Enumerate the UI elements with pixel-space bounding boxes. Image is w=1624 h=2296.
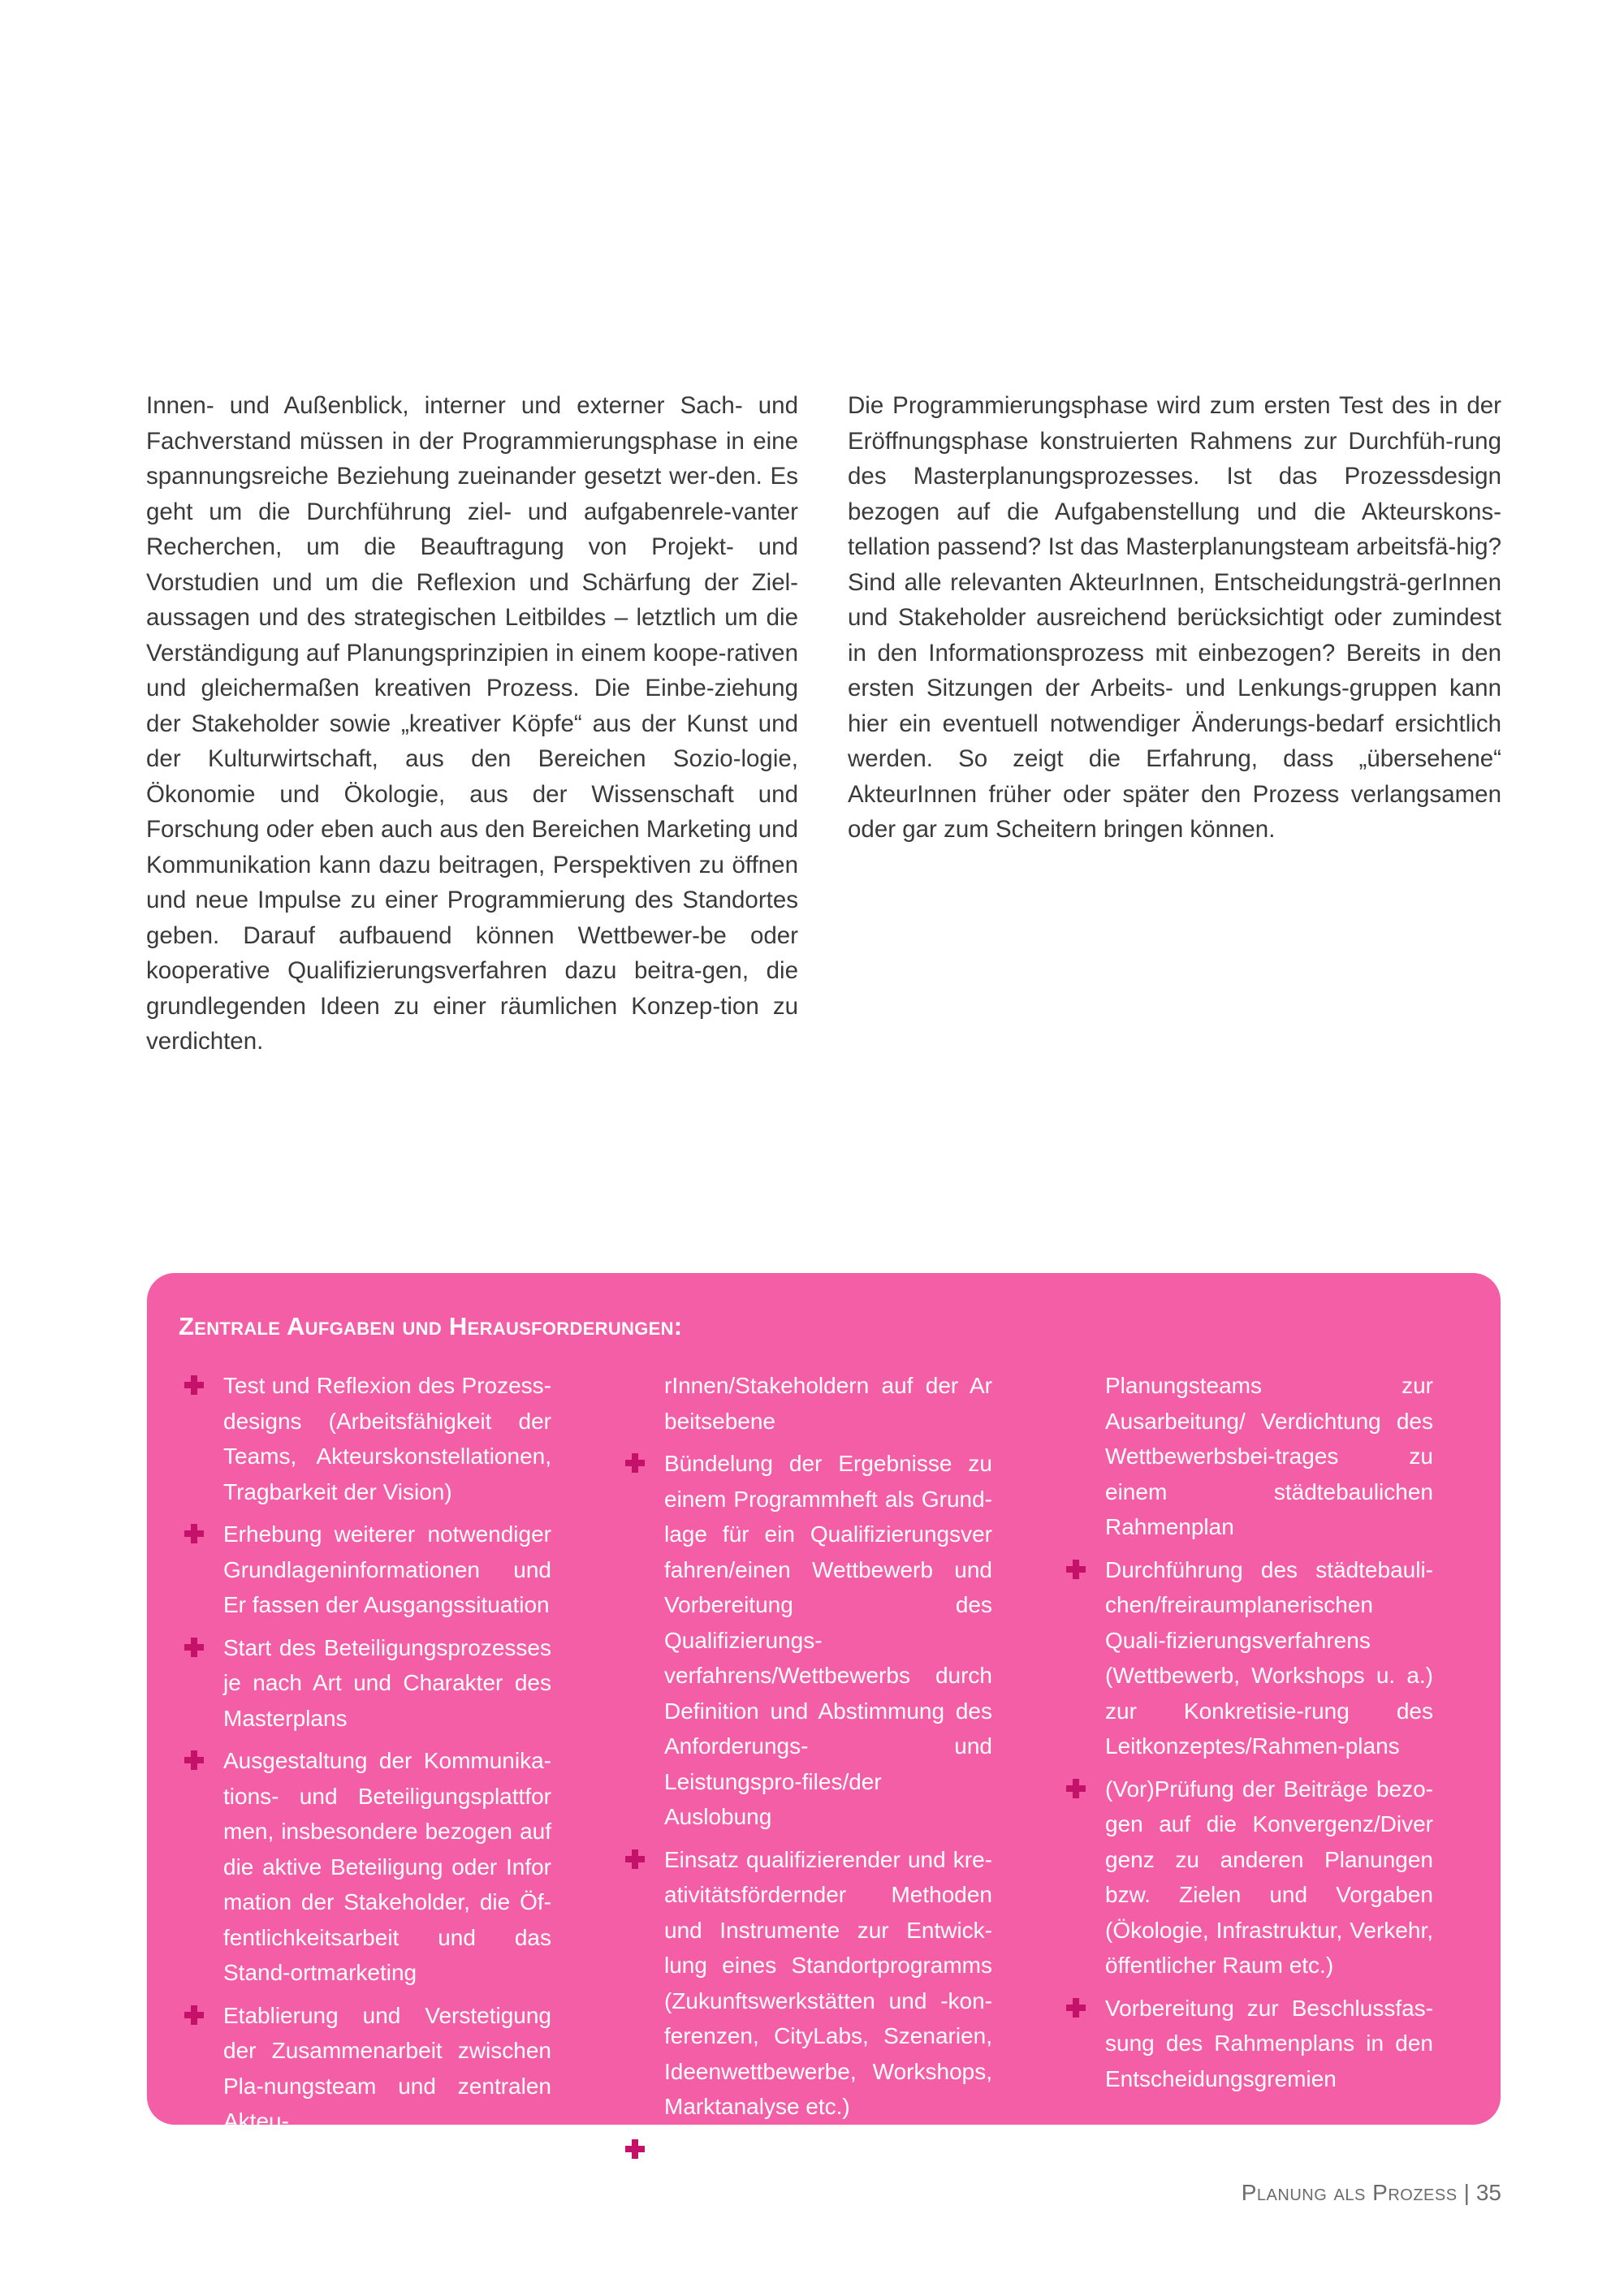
page-number: 35 <box>1475 2180 1501 2205</box>
plus-icon <box>625 1849 645 1869</box>
list-item-text: (Vor)Prüfung der Beiträge bezo-gen auf die Konvergenz/Diver genz zu anderen Planungen bzw. Zielen und Vorgaben (Ökologie, Infrastruktur, Verkehr, öffentlicher Raum etc.) <box>1105 1776 1433 1978</box>
list-item-text: Durchführung des städtebauli-chen/freiraumplanerischen Quali-fizierungsverfahrens (Wettbewerb, Workshops u. a.) zur Konkretisie-rung des Leitkonzeptes/Rahmen-plans <box>1105 1556 1433 1759</box>
list-item-text: Vorbereitung zur Beschlussfas-sung des Rahmenplans in den Entscheidungsgremien <box>1105 1995 1433 2091</box>
list-item-text: Auswahl eines Entwurfes/eines <box>664 2136 979 2162</box>
key-tasks-column-3 <box>1105 1368 1433 2104</box>
list-item <box>664 1446 992 1835</box>
list-item <box>1105 1552 1433 1764</box>
list-item-text: Etablierung und Verstetigung der Zusammenarbeit zwischen Pla-nungsteam und zentralen Akteu- <box>223 2002 551 2134</box>
key-tasks-column-2 <box>664 1368 992 2174</box>
plus-icon <box>1066 1779 1086 1798</box>
list-item-text: Start des Beteiligungsprozesses je nach Art und Charakter des Masterplans <box>223 1634 551 1731</box>
plus-icon <box>184 2005 204 2025</box>
list-item-text: Einsatz qualifizierender und kre-ativitätsfördernder Methoden und Instrumente zur Entwick-lung eines Standortprogramms (Zukunftswerkstätten und -kon-ferenzen, CityLabs, Szenarien, Ideenwettbewerbe, Workshops, Marktanalyse etc.) <box>664 1846 992 2119</box>
plus-icon <box>1066 1560 1086 1579</box>
plus-icon <box>184 1375 204 1395</box>
plus-icon <box>184 1638 204 1657</box>
list-item-continuation: rInnen/Stakeholdern auf der Ar beitsebene <box>664 1373 992 1434</box>
body-paragraph-right: Die Programmierungsphase wird zum ersten Test des in der Eröffnungsphase konstruierten Rahmens zur Durchfüh-rung des Masterplanungsprozesses. Ist das Prozessdesign bezogen auf die Aufgabenstellung und die Akteurskons-tellation passend? Ist das Masterplanungsteam arbeitsfä-hig? Sind alle relevanten AkteurInnen, Entscheidungsträ-gerInnen und Stakeholder ausreichend berücksichtigt oder zumindest in den Informationsprozess mit einbezogen? Bereits in den ersten Sitzungen der Arbeits- und Lenkungs-gruppen kann hier ein eventuell notwendiger Änderungs-bedarf ersichtlich werden. So zeigt die Erfahrung, dass „übersehene“ AkteurInnen früher oder später den Prozess verlangsamen oder gar zum Scheitern bringen können. <box>848 392 1501 843</box>
plus-icon <box>625 2139 645 2159</box>
plus-icon <box>184 1524 204 1543</box>
list-item <box>664 2132 992 2168</box>
list-item-text: Ausgestaltung der Kommunika-tions- und Beteiligungsplattfor men, insbesondere bezogen auf die aktive Beteiligung oder Infor mation der Stakeholder, die Öf-fentlichkeitsarbeit und das Stand-ortmarketing <box>223 1748 551 1985</box>
list-item-text: Bündelung der Ergebnisse zu einem Programmheft als Grund-lage für ein Qualifizierungsver fahren/einen Wettbewerb und Vorbereitung des Qualifizierungs-verfahrens/Wettbewerbs durch Definition und Abstimmung des Anforderungs- und Leistungspro-files/der Auslobung <box>664 1451 992 1829</box>
plus-icon <box>625 1453 645 1473</box>
body-column-left <box>146 388 798 1060</box>
list-item <box>1105 1991 1433 2097</box>
body-paragraph-left: Innen- und Außenblick, interner und externer Sach- und Fachverstand müssen in der Programmierungsphase in eine spannungsreiche Beziehung zueinander gesetzt wer-den. Es geht um die Durchführung ziel- und aufgabenrele-vanter Recherchen, um die Beauftragung von Projekt- und Vorstudien und um die Reflexion und Schärfung der Ziel-aussagen und des strategischen Leitbildes – letztlich um die Verständigung auf Planungsprinzipien in einem koope-rativen und gleichermaßen kreativen Prozess. Die Einbe-ziehung der Stakeholder sowie „kreativer Köpfe“ aus der Kunst und der Kulturwirtschaft, aus den Bereichen Sozio-logie, Ökonomie und Ökologie, aus der Wissenschaft und Forschung oder eben auch aus den Bereichen Marketing und Kommunikation kann dazu beitragen, Perspektiven zu öffnen und neue Impulse zu einer Programmierung des Standortes geben. Darauf aufbauend können Wettbewer-be oder kooperative Qualifizierungsverfahren dazu beitra-gen, die grundlegenden Ideen zu einer räumlichen Konzep-tion zu verdichten. <box>146 392 798 1055</box>
list-item-text: Erhebung weiterer notwendiger Grundlageninformationen und Er fassen der Ausgangssituation <box>223 1521 551 1617</box>
key-tasks-heading: Zentrale Aufgaben und Herausforderungen: <box>179 1312 683 1340</box>
list-item <box>1105 1772 1433 1983</box>
footer-section-title: Planung als Prozess <box>1241 2180 1458 2205</box>
plus-icon <box>184 1750 204 1770</box>
key-tasks-list <box>223 1368 551 2139</box>
list-item <box>223 1630 551 1737</box>
list-item <box>664 1842 992 2125</box>
footer-separator: | <box>1463 2180 1470 2205</box>
key-tasks-column-1 <box>223 1368 551 2147</box>
list-item <box>223 1517 551 1623</box>
key-tasks-list <box>1105 1552 1433 2097</box>
list-item <box>223 1368 551 1509</box>
list-item-text: Test und Reflexion des Prozess-designs (Arbeitsfähigkeit der Teams, Akteurskonstellationen, Tragbarkeit der Vision) <box>223 1373 551 1504</box>
list-item <box>223 1743 551 1991</box>
plus-icon <box>1066 1998 1086 2018</box>
body-column-right <box>848 388 1501 848</box>
key-tasks-list <box>664 1446 992 2167</box>
list-item <box>223 1998 551 2139</box>
page-footer <box>1242 2178 1501 2208</box>
list-item-continuation: Planungsteams zur Ausarbeitung/ Verdichtung des Wettbewerbsbei-trages zu einem städtebaulichen Rahmenplan <box>1105 1373 1433 1539</box>
